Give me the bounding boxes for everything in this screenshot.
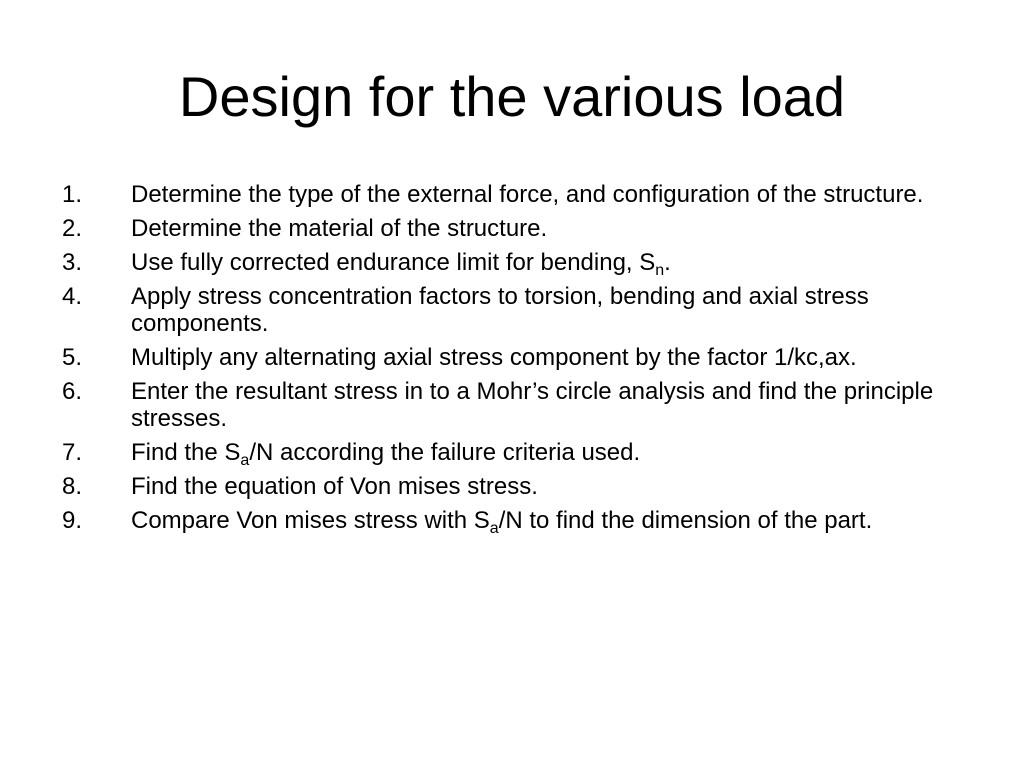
step-text: Find the equation of Von mises stress. <box>131 473 538 500</box>
step-text: Apply stress concentration factors to torsion, bending and axial stress components. <box>131 283 869 337</box>
subscript: n <box>655 262 665 279</box>
step-number: 8. <box>62 473 83 500</box>
list-item <box>62 215 962 242</box>
step-text <box>131 439 962 469</box>
subscript: a <box>240 452 250 469</box>
step-text-before: Find the S <box>131 439 241 466</box>
step-number: 3. <box>62 249 83 276</box>
step-text: Multiply any alternating axial stress component by the factor 1/kc,ax. <box>131 344 857 371</box>
step-text-before: Compare Von mises stress with S <box>131 507 490 534</box>
list-item <box>62 507 962 537</box>
step-number: 2. <box>62 215 83 242</box>
list-item <box>62 249 962 279</box>
step-text: Determine the type of the external force, and configuration of the structure. <box>131 181 924 208</box>
step-text-after: /N according the failure criteria used. <box>249 439 641 466</box>
step-number: 6. <box>62 378 83 405</box>
step-number: 4. <box>62 283 83 310</box>
step-text <box>131 249 962 279</box>
step-text-before: Use fully corrected endurance limit for bending, S <box>131 249 656 276</box>
subscript: a <box>489 520 499 537</box>
list-item <box>62 473 962 500</box>
list-item <box>62 344 962 371</box>
step-text: Determine the material of the structure. <box>131 215 548 242</box>
slide-title: Design for the various load <box>178 65 846 128</box>
step-text: Enter the resultant stress in to a Mohr’s circle analysis and find the principle stresses. <box>131 378 934 432</box>
step-text-after: . <box>664 249 671 276</box>
list-item <box>62 181 962 208</box>
steps-list <box>62 181 962 541</box>
step-number: 9. <box>62 507 83 534</box>
list-item <box>62 439 962 469</box>
step-number: 7. <box>62 439 83 466</box>
step-text <box>131 507 962 537</box>
step-text-after: /N to find the dimension of the part. <box>498 507 873 534</box>
list-item <box>62 378 962 432</box>
step-number: 1. <box>62 181 83 208</box>
list-item <box>62 283 962 337</box>
step-number: 5. <box>62 344 83 371</box>
